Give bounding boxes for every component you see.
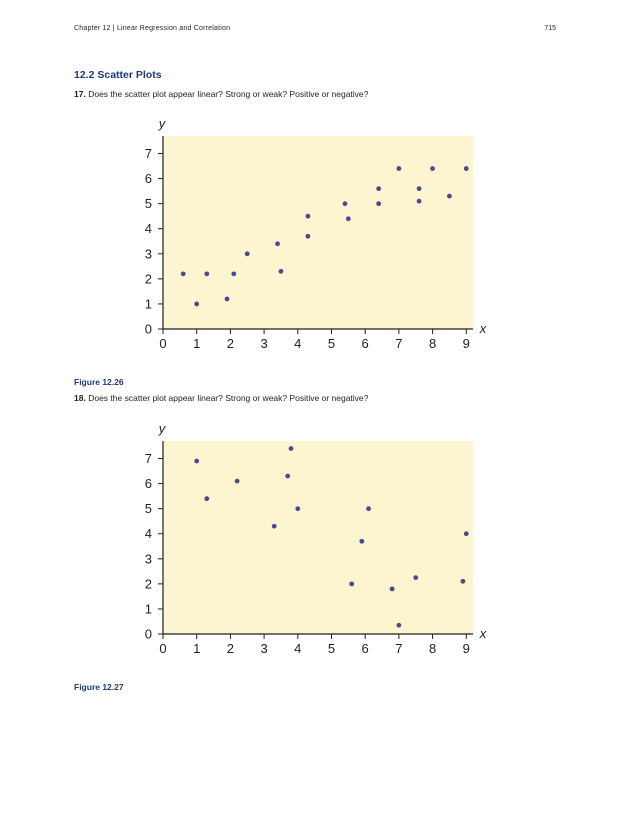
x-tick-label: 2 xyxy=(226,336,235,351)
x-tick-label: 4 xyxy=(294,336,302,351)
data-point xyxy=(245,251,250,256)
y-tick-label: 2 xyxy=(144,271,152,287)
y-tick-label: 1 xyxy=(144,296,152,312)
y-tick-label: 6 xyxy=(144,171,152,187)
x-tick-label: 0 xyxy=(159,336,167,351)
y-tick-label: 2 xyxy=(144,576,152,592)
y-tick-label: 4 xyxy=(144,526,152,542)
data-point xyxy=(285,474,290,479)
y-tick-label: 3 xyxy=(144,551,152,567)
question-text: Does the scatter plot appear linear? Strong or weak? Positive or negative? xyxy=(88,89,369,99)
plot-area xyxy=(163,136,473,329)
data-point xyxy=(279,269,284,274)
x-tick-label: 9 xyxy=(462,641,470,656)
x-axis-label: x xyxy=(479,321,487,336)
scatter-plot-figure-12-26 xyxy=(130,110,500,360)
x-axis-label: x xyxy=(479,626,487,641)
data-point xyxy=(396,623,401,628)
x-tick-label: 0 xyxy=(159,641,167,656)
data-point xyxy=(413,575,418,580)
data-point xyxy=(464,531,469,536)
y-tick-label: 7 xyxy=(144,146,152,162)
figure-caption-12-26: Figure 12.26 xyxy=(74,377,124,387)
data-point xyxy=(225,297,230,302)
question-18 xyxy=(74,393,368,403)
data-point xyxy=(204,271,209,276)
x-tick-label: 4 xyxy=(294,641,302,656)
x-tick-label: 5 xyxy=(327,336,336,351)
x-tick-label: 7 xyxy=(395,641,403,656)
y-tick-label: 7 xyxy=(144,451,152,467)
data-point xyxy=(343,201,348,206)
x-tick-label: 6 xyxy=(361,641,369,656)
data-point xyxy=(272,524,277,529)
x-tick-label: 9 xyxy=(462,336,470,351)
data-point xyxy=(204,496,209,501)
x-tick-label: 1 xyxy=(193,336,201,351)
question-number: 17. xyxy=(74,89,86,99)
running-head: Chapter 12 | Linear Regression and Correlation xyxy=(74,25,231,32)
x-tick-label: 3 xyxy=(260,641,268,656)
section-title: 12.2 Scatter Plots xyxy=(74,69,162,81)
scatter-plot-figure-12-27 xyxy=(130,415,500,665)
data-point xyxy=(235,479,240,484)
plot-area xyxy=(163,441,473,634)
x-tick-label: 7 xyxy=(395,336,403,351)
data-point xyxy=(295,506,300,511)
figure-caption-12-27: Figure 12.27 xyxy=(74,682,124,692)
data-point xyxy=(396,166,401,171)
data-point xyxy=(359,539,364,544)
data-point xyxy=(194,459,199,464)
question-text: Does the scatter plot appear linear? Strong or weak? Positive or negative? xyxy=(88,393,369,403)
x-tick-label: 1 xyxy=(193,641,201,656)
data-point xyxy=(349,581,354,586)
page-number: 715 xyxy=(544,25,556,32)
question-17 xyxy=(74,89,368,99)
data-point xyxy=(289,446,294,451)
x-tick-label: 2 xyxy=(226,641,235,656)
y-tick-label: 0 xyxy=(144,321,152,337)
data-point xyxy=(464,166,469,171)
x-tick-label: 8 xyxy=(428,641,437,656)
data-point xyxy=(376,186,381,191)
data-point xyxy=(417,199,422,204)
y-tick-label: 5 xyxy=(144,501,152,517)
data-point xyxy=(275,241,280,246)
y-tick-label: 6 xyxy=(144,476,152,492)
data-point xyxy=(366,506,371,511)
data-point xyxy=(417,186,422,191)
x-tick-label: 5 xyxy=(327,641,336,656)
data-point xyxy=(305,214,310,219)
x-tick-label: 8 xyxy=(428,336,437,351)
y-tick-label: 0 xyxy=(144,626,152,642)
y-axis-label: y xyxy=(158,421,166,436)
data-point xyxy=(376,201,381,206)
data-point xyxy=(231,271,236,276)
y-tick-label: 1 xyxy=(144,601,152,617)
x-tick-label: 3 xyxy=(260,336,268,351)
x-tick-label: 6 xyxy=(361,336,369,351)
data-point xyxy=(460,579,465,584)
data-point xyxy=(181,271,186,276)
data-point xyxy=(194,302,199,307)
data-point xyxy=(430,166,435,171)
data-point xyxy=(390,586,395,591)
data-point xyxy=(346,216,351,221)
data-point xyxy=(447,194,452,199)
y-tick-label: 5 xyxy=(144,196,152,212)
y-axis-label: y xyxy=(158,116,166,131)
question-number: 18. xyxy=(74,393,86,403)
y-tick-label: 4 xyxy=(144,221,152,237)
y-tick-label: 3 xyxy=(144,246,152,262)
data-point xyxy=(305,234,310,239)
